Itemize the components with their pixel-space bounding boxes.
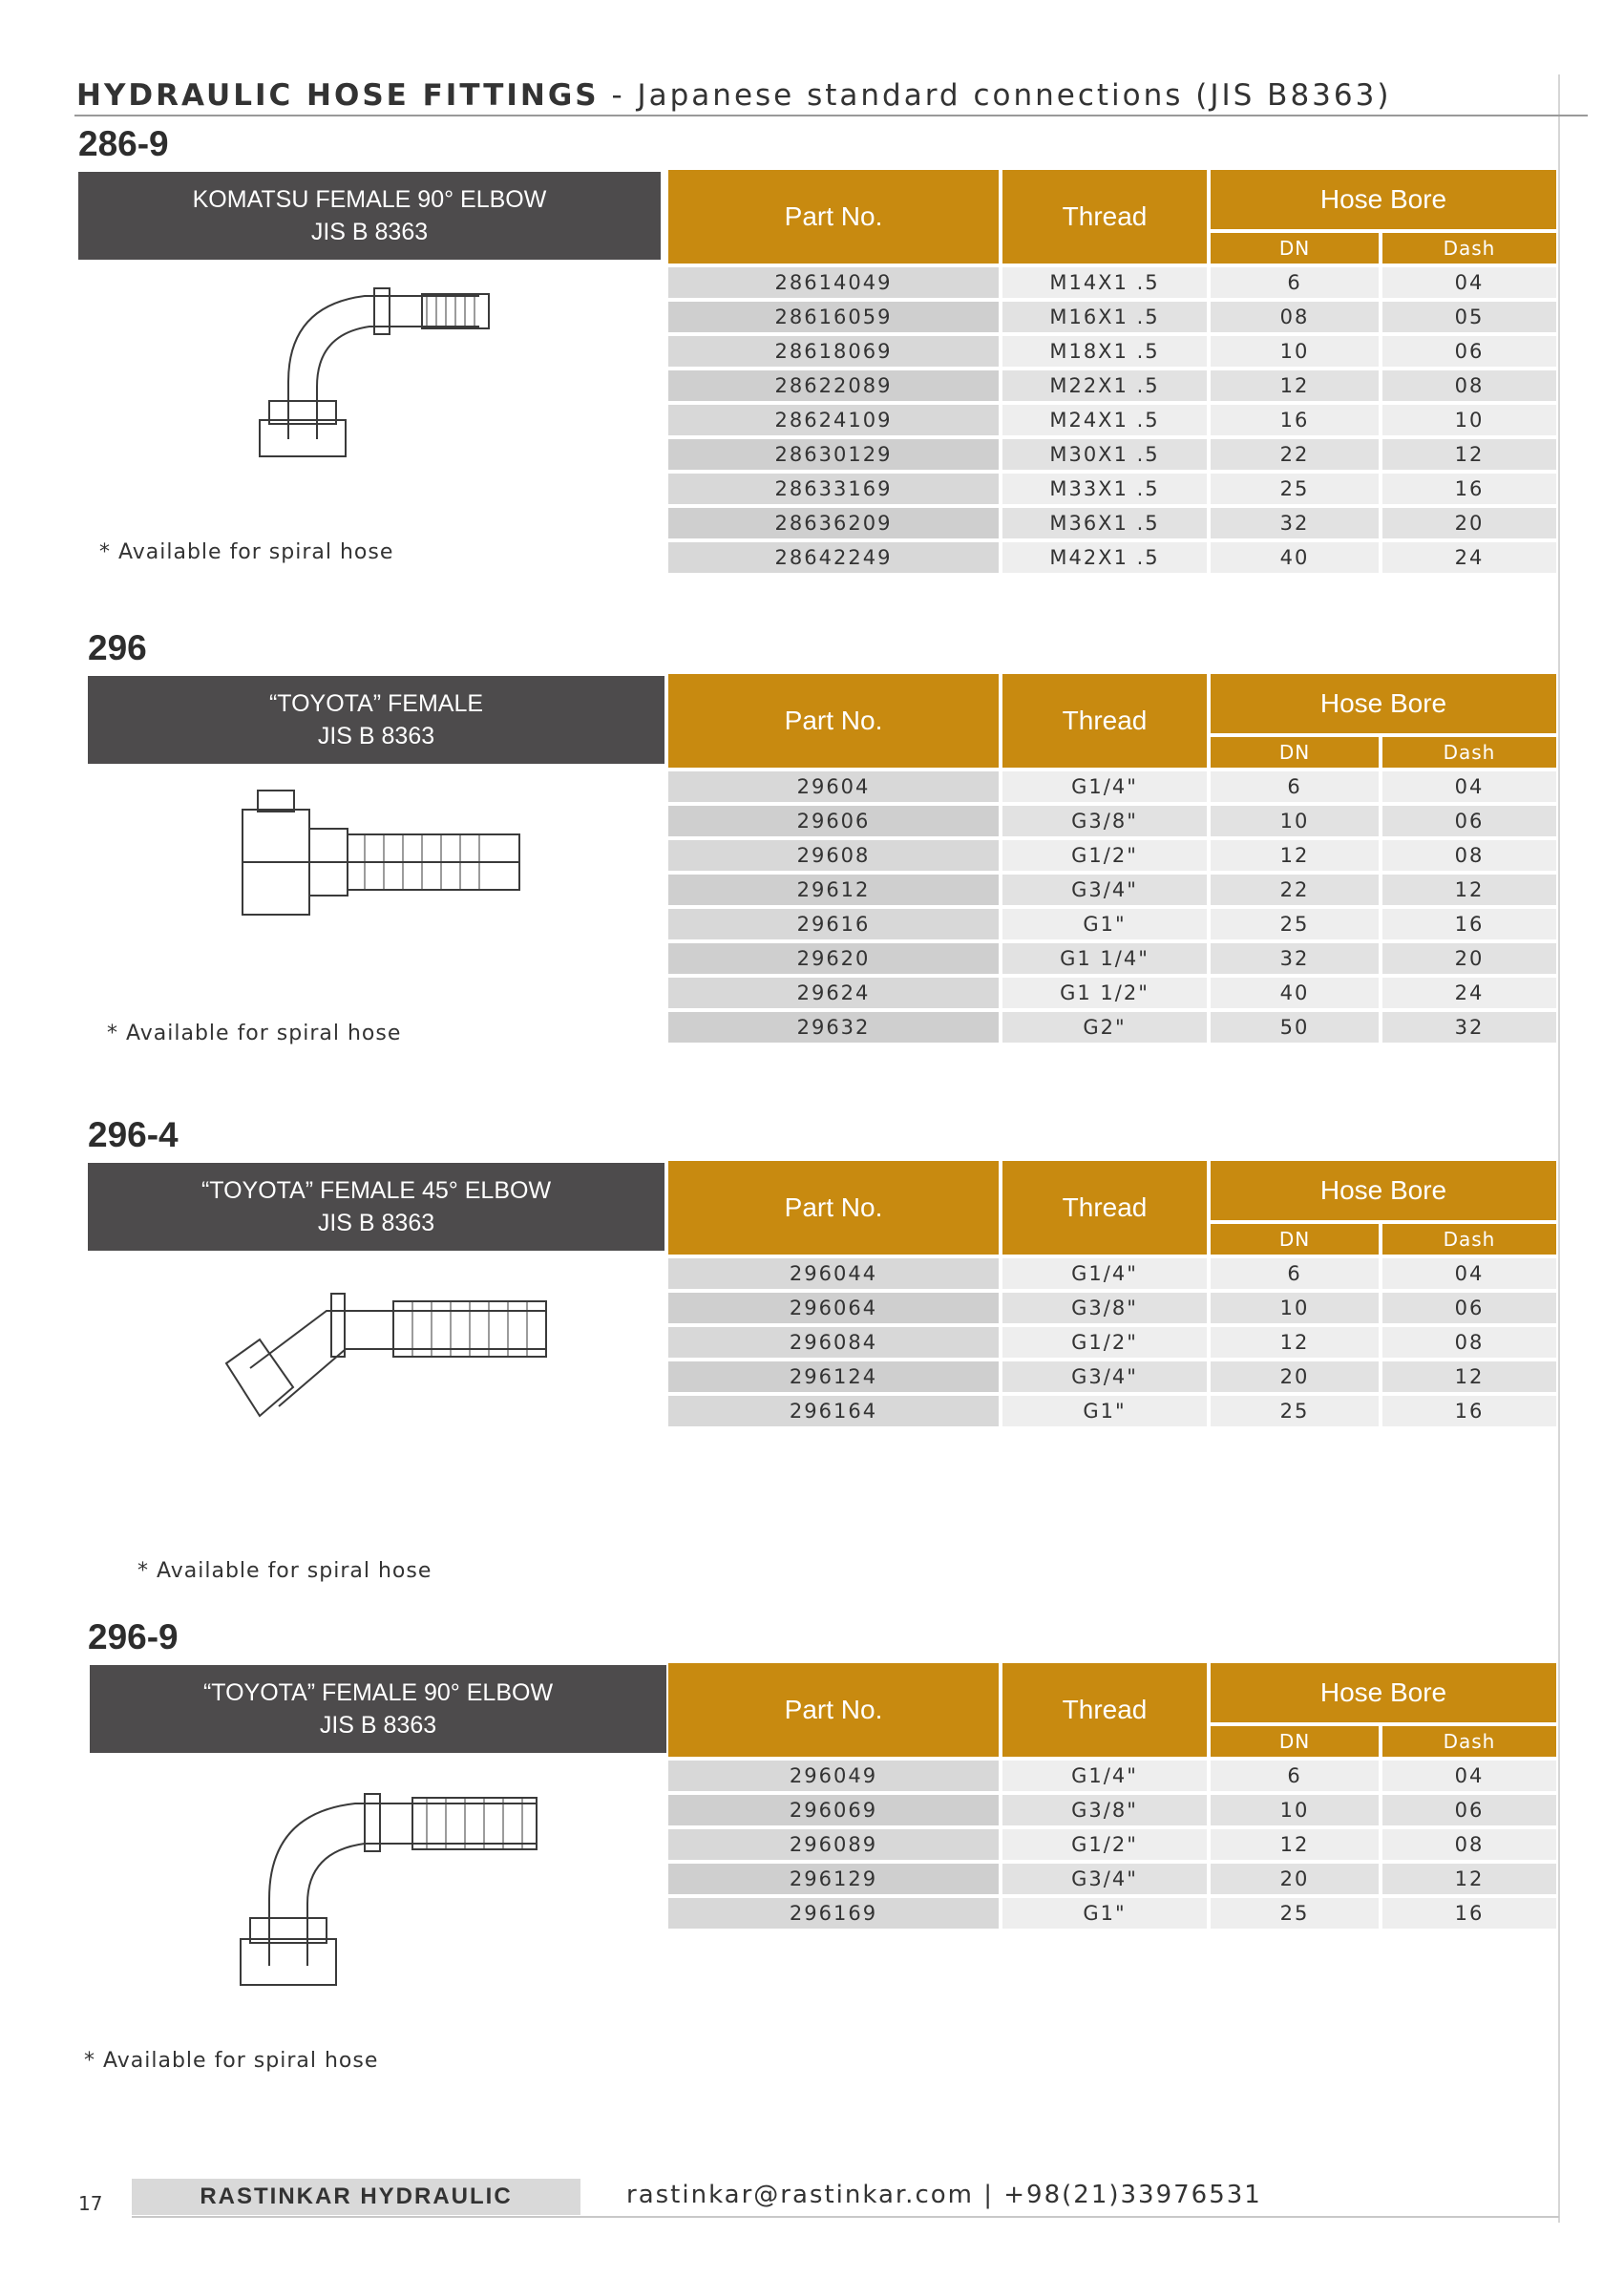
cell-part-no: 28636209 bbox=[668, 508, 999, 538]
cell-dn: 12 bbox=[1211, 1829, 1379, 1860]
cell-thread: G3/4" bbox=[1002, 1864, 1207, 1894]
section-description bbox=[78, 172, 661, 260]
cell-thread: G3/8" bbox=[1002, 806, 1207, 836]
cell-dn: 16 bbox=[1211, 405, 1379, 435]
cell-part-no: 28622089 bbox=[668, 370, 999, 401]
table-row bbox=[668, 405, 1556, 435]
table-row bbox=[668, 978, 1556, 1008]
cell-part-no: 29620 bbox=[668, 943, 999, 974]
cell-thread: G1/2" bbox=[1002, 1829, 1207, 1860]
section-code: 286-9 bbox=[78, 124, 169, 163]
cell-dash: 08 bbox=[1382, 1829, 1556, 1860]
table-row bbox=[668, 267, 1556, 298]
cell-thread: M16X1 .5 bbox=[1002, 302, 1207, 332]
cell-dash: 12 bbox=[1382, 1864, 1556, 1894]
cell-thread: G1" bbox=[1002, 1898, 1207, 1929]
header-thread: Thread bbox=[1002, 1161, 1207, 1255]
cell-thread: G1/2" bbox=[1002, 1327, 1207, 1358]
straight-fitting-icon bbox=[241, 781, 527, 928]
table-row bbox=[668, 943, 1556, 974]
description-line-2: JIS B 8363 bbox=[310, 219, 429, 245]
cell-dash: 16 bbox=[1382, 474, 1556, 504]
section-code: 296 bbox=[88, 628, 147, 667]
cell-dash: 20 bbox=[1382, 508, 1556, 538]
cell-dash: 24 bbox=[1382, 978, 1556, 1008]
cell-thread: G2" bbox=[1002, 1012, 1207, 1043]
section-code: 296-4 bbox=[88, 1115, 179, 1154]
cell-thread: M14X1 .5 bbox=[1002, 267, 1207, 298]
header-part-no: Part No. bbox=[668, 674, 999, 768]
cell-dash: 06 bbox=[1382, 1293, 1556, 1323]
cell-part-no: 296044 bbox=[668, 1258, 999, 1289]
cell-dn: 12 bbox=[1211, 840, 1379, 871]
cell-part-no: 29632 bbox=[668, 1012, 999, 1043]
header-part-no: Part No. bbox=[668, 1161, 999, 1255]
cell-part-no: 29608 bbox=[668, 840, 999, 871]
cell-dn: 25 bbox=[1211, 1396, 1379, 1426]
description-line-2: JIS B 8363 bbox=[319, 1712, 437, 1739]
section-296-4 bbox=[88, 1115, 1624, 1602]
cell-dn: 20 bbox=[1211, 1361, 1379, 1392]
section-description bbox=[90, 1665, 666, 1753]
cell-thread: G1 1/4" bbox=[1002, 943, 1207, 974]
section-description bbox=[88, 1163, 664, 1251]
table-row bbox=[668, 909, 1556, 939]
header-dn: DN bbox=[1211, 737, 1379, 768]
header-dn: DN bbox=[1211, 1726, 1379, 1757]
cell-dash: 08 bbox=[1382, 1327, 1556, 1358]
cell-dn: 40 bbox=[1211, 978, 1379, 1008]
table-row bbox=[668, 1258, 1556, 1289]
cell-thread: G1/2" bbox=[1002, 840, 1207, 871]
footer-rule bbox=[132, 2216, 1559, 2218]
table-row bbox=[668, 1898, 1556, 1929]
table-row bbox=[668, 1864, 1556, 1894]
description-line-1: “TOYOTA” FEMALE bbox=[268, 690, 484, 717]
cell-thread: M24X1 .5 bbox=[1002, 405, 1207, 435]
cell-dash: 16 bbox=[1382, 909, 1556, 939]
cell-dn: 10 bbox=[1211, 806, 1379, 836]
cell-part-no: 296164 bbox=[668, 1396, 999, 1426]
table-row bbox=[668, 806, 1556, 836]
header-thread: Thread bbox=[1002, 170, 1207, 264]
cell-thread: G1/4" bbox=[1002, 1761, 1207, 1791]
header-dash: Dash bbox=[1382, 1726, 1556, 1757]
table-row bbox=[668, 474, 1556, 504]
cell-dash: 12 bbox=[1382, 875, 1556, 905]
header-thread: Thread bbox=[1002, 674, 1207, 768]
cell-part-no: 29612 bbox=[668, 875, 999, 905]
table-row bbox=[668, 1293, 1556, 1323]
header-dn: DN bbox=[1211, 233, 1379, 264]
header-hose-bore: Hose Bore bbox=[1211, 1663, 1556, 1722]
table-row bbox=[668, 771, 1556, 802]
cell-part-no: 29606 bbox=[668, 806, 999, 836]
cell-dash: 12 bbox=[1382, 1361, 1556, 1392]
cell-dash: 16 bbox=[1382, 1898, 1556, 1929]
cell-dash: 04 bbox=[1382, 1761, 1556, 1791]
cell-dn: 22 bbox=[1211, 439, 1379, 470]
cell-part-no: 296064 bbox=[668, 1293, 999, 1323]
availability-note: * Available for spiral hose bbox=[107, 1022, 402, 1045]
cell-dash: 24 bbox=[1382, 542, 1556, 573]
cell-dash: 04 bbox=[1382, 267, 1556, 298]
cell-dn: 10 bbox=[1211, 1795, 1379, 1825]
cell-dash: 08 bbox=[1382, 840, 1556, 871]
cell-part-no: 28633169 bbox=[668, 474, 999, 504]
cell-dash: 04 bbox=[1382, 771, 1556, 802]
cell-dash: 06 bbox=[1382, 336, 1556, 367]
section-description bbox=[88, 676, 664, 764]
cell-dash: 16 bbox=[1382, 1396, 1556, 1426]
cell-part-no: 296049 bbox=[668, 1761, 999, 1791]
description-line-2: JIS B 8363 bbox=[317, 723, 435, 749]
header-part-no: Part No. bbox=[668, 170, 999, 264]
table-row bbox=[668, 508, 1556, 538]
availability-note: * Available for spiral hose bbox=[84, 2049, 379, 2073]
cell-part-no: 296169 bbox=[668, 1898, 999, 1929]
page-number: 17 bbox=[78, 2192, 103, 2215]
cell-part-no: 29616 bbox=[668, 909, 999, 939]
cell-part-no: 296089 bbox=[668, 1829, 999, 1860]
cell-part-no: 28630129 bbox=[668, 439, 999, 470]
cell-thread: G1" bbox=[1002, 1396, 1207, 1426]
cell-dn: 12 bbox=[1211, 1327, 1379, 1358]
cell-dn: 6 bbox=[1211, 267, 1379, 298]
cell-dn: 50 bbox=[1211, 1012, 1379, 1043]
cell-thread: G3/8" bbox=[1002, 1293, 1207, 1323]
cell-dash: 20 bbox=[1382, 943, 1556, 974]
cell-thread: M22X1 .5 bbox=[1002, 370, 1207, 401]
cell-dn: 25 bbox=[1211, 909, 1379, 939]
availability-note: * Available for spiral hose bbox=[99, 540, 394, 564]
cell-thread: G3/8" bbox=[1002, 1795, 1207, 1825]
section-296-9 bbox=[84, 1617, 1624, 2076]
header-dash: Dash bbox=[1382, 233, 1556, 264]
cell-part-no: 28618069 bbox=[668, 336, 999, 367]
cell-thread: G1/4" bbox=[1002, 1258, 1207, 1289]
section-286-9 bbox=[78, 124, 1624, 573]
description-line-1: “TOYOTA” FEMALE 45° ELBOW bbox=[200, 1177, 552, 1204]
title-underline bbox=[74, 115, 1588, 116]
cell-part-no: 28614049 bbox=[668, 267, 999, 298]
cell-dn: 20 bbox=[1211, 1864, 1379, 1894]
cell-dn: 25 bbox=[1211, 474, 1379, 504]
header-thread: Thread bbox=[1002, 1663, 1207, 1757]
cell-thread: G3/4" bbox=[1002, 1361, 1207, 1392]
cell-part-no: 296124 bbox=[668, 1361, 999, 1392]
table-row bbox=[668, 1012, 1556, 1043]
table-row bbox=[668, 336, 1556, 367]
cell-thread: M42X1 .5 bbox=[1002, 542, 1207, 573]
table-row bbox=[668, 370, 1556, 401]
cell-dash: 06 bbox=[1382, 806, 1556, 836]
cell-dn: 25 bbox=[1211, 1898, 1379, 1929]
table-row bbox=[668, 1829, 1556, 1860]
header-part-no: Part No. bbox=[668, 1663, 999, 1757]
cell-part-no: 296129 bbox=[668, 1864, 999, 1894]
section-code: 296-9 bbox=[88, 1617, 179, 1656]
cell-dn: 6 bbox=[1211, 1258, 1379, 1289]
table-row bbox=[668, 1396, 1556, 1426]
elbow-90-fitting-icon bbox=[231, 267, 498, 462]
table-row bbox=[668, 1795, 1556, 1825]
cell-dn: 40 bbox=[1211, 542, 1379, 573]
contact-info: rastinkar@rastinkar.com | +98(21)33976531 bbox=[626, 2181, 1262, 2209]
header-hose-bore: Hose Bore bbox=[1211, 674, 1556, 733]
cell-dn: 6 bbox=[1211, 1761, 1379, 1791]
table-row bbox=[668, 542, 1556, 573]
cell-dash: 04 bbox=[1382, 1258, 1556, 1289]
cell-part-no: 28642249 bbox=[668, 542, 999, 573]
table-row bbox=[668, 1361, 1556, 1392]
cell-thread: G1 1/2" bbox=[1002, 978, 1207, 1008]
cell-dn: 32 bbox=[1211, 943, 1379, 974]
availability-note: * Available for spiral hose bbox=[137, 1559, 432, 1583]
cell-dn: 22 bbox=[1211, 875, 1379, 905]
header-hose-bore: Hose Bore bbox=[1211, 1161, 1556, 1220]
cell-part-no: 296069 bbox=[668, 1795, 999, 1825]
elbow-45-fitting-icon bbox=[221, 1273, 556, 1439]
description-line-1: KOMATSU FEMALE 90° ELBOW bbox=[192, 186, 547, 213]
cell-part-no: 29624 bbox=[668, 978, 999, 1008]
cell-dash: 05 bbox=[1382, 302, 1556, 332]
table-row bbox=[668, 439, 1556, 470]
cell-dn: 12 bbox=[1211, 370, 1379, 401]
table-row bbox=[668, 840, 1556, 871]
cell-dash: 32 bbox=[1382, 1012, 1556, 1043]
description-line-2: JIS B 8363 bbox=[317, 1210, 435, 1236]
cell-thread: M36X1 .5 bbox=[1002, 508, 1207, 538]
cell-dn: 32 bbox=[1211, 508, 1379, 538]
cell-dn: 08 bbox=[1211, 302, 1379, 332]
cell-dash: 08 bbox=[1382, 370, 1556, 401]
cell-thread: M30X1 .5 bbox=[1002, 439, 1207, 470]
cell-part-no: 28616059 bbox=[668, 302, 999, 332]
header-dash: Dash bbox=[1382, 737, 1556, 768]
header-hose-bore: Hose Bore bbox=[1211, 170, 1556, 229]
cell-dn: 10 bbox=[1211, 1293, 1379, 1323]
header-dn: DN bbox=[1211, 1224, 1379, 1255]
elbow-90-fitting-icon bbox=[221, 1775, 546, 1998]
cell-dash: 12 bbox=[1382, 439, 1556, 470]
cell-part-no: 28624109 bbox=[668, 405, 999, 435]
table-row bbox=[668, 302, 1556, 332]
cell-dash: 10 bbox=[1382, 405, 1556, 435]
cell-thread: G1" bbox=[1002, 909, 1207, 939]
cell-part-no: 29604 bbox=[668, 771, 999, 802]
cell-dash: 06 bbox=[1382, 1795, 1556, 1825]
cell-dn: 6 bbox=[1211, 771, 1379, 802]
page-title: HYDRAULIC HOSE FITTINGS - Japanese standard connections (JIS B8363) bbox=[76, 78, 1392, 113]
cell-dn: 10 bbox=[1211, 336, 1379, 367]
cell-thread: G3/4" bbox=[1002, 875, 1207, 905]
table-row bbox=[668, 1761, 1556, 1791]
cell-part-no: 296084 bbox=[668, 1327, 999, 1358]
table-row bbox=[668, 875, 1556, 905]
section-296 bbox=[88, 628, 1624, 1048]
table-row bbox=[668, 1327, 1556, 1358]
description-line-1: “TOYOTA” FEMALE 90° ELBOW bbox=[202, 1679, 554, 1706]
company-name: RASTINKAR HYDRAULIC bbox=[132, 2179, 580, 2215]
cell-thread: M33X1 .5 bbox=[1002, 474, 1207, 504]
header-dash: Dash bbox=[1382, 1224, 1556, 1255]
cell-thread: M18X1 .5 bbox=[1002, 336, 1207, 367]
cell-thread: G1/4" bbox=[1002, 771, 1207, 802]
